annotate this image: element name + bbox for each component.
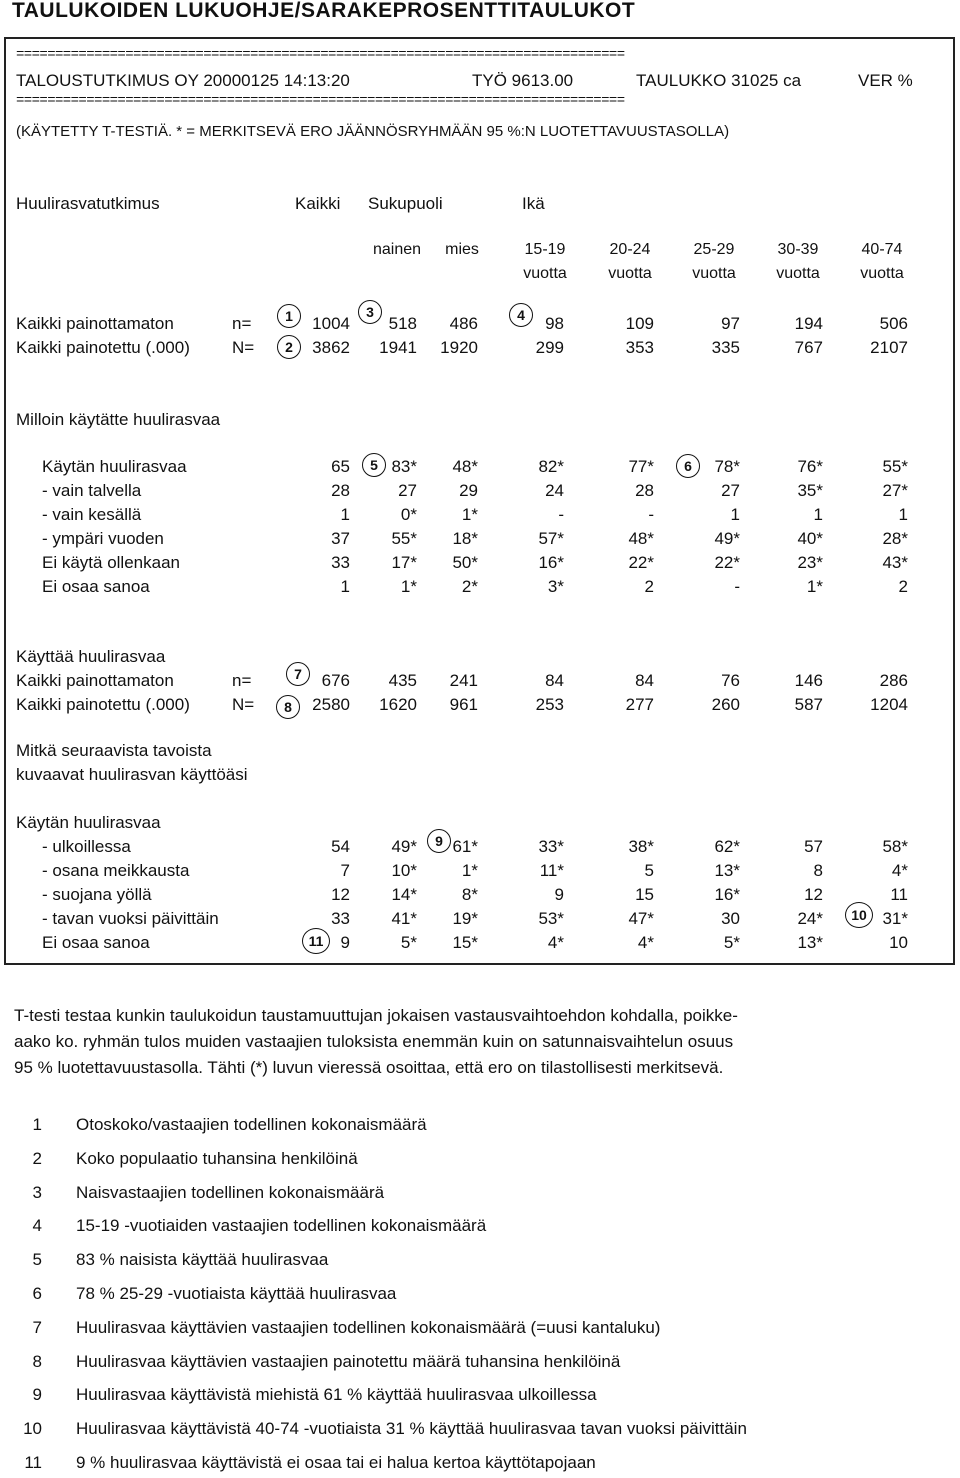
q1-row-label: - ympäri vuoden [42,529,164,548]
legend-number: 9 [32,1385,42,1405]
column-header-unit: vuotta [692,265,736,282]
q2-row-cell: 10 [889,933,908,952]
q1-row-cell: 1 [340,505,350,524]
column-header: 25-29 [693,241,735,258]
legend-number: 4 [32,1216,42,1236]
column-header-unit: vuotta [523,265,567,282]
q2-row-label: Ei osaa sanoa [42,933,150,952]
q2-row-cell: 14* [391,885,417,904]
legend-item [0,1353,960,1375]
q1-row-cell: 43* [882,553,908,572]
q1-row-cell: 3* [547,577,564,596]
q1-row-label: Ei osaa sanoa [42,577,150,596]
total-row-cell: 1004 [312,314,350,333]
q1-row-cell: 1 [730,505,740,524]
callout-marker: 10 [845,902,873,928]
q2-row-cell: 15 [635,885,654,904]
legend-number: 8 [32,1351,42,1371]
q2-row-cell: 10* [391,861,417,880]
legend-text: Huulirasvaa käyttävistä 40-74 -vuotiaista 31 % käyttää huulirasvaa tavan vuoksi päivittäin [76,1419,747,1439]
q1-row-cell: 28 [331,481,350,500]
q1-row-label: - vain kesällä [42,505,142,524]
q2-row-label: Käytän huulirasvaa [16,813,161,832]
column-header-unit: vuotta [608,265,652,282]
q1-row-cell: 0* [400,505,417,524]
base-2-row-symbol: N= [232,695,255,714]
q1-row-cell: 16* [538,553,564,572]
legend-text: Naisvastaajien todellinen kokonaismäärä [76,1182,385,1202]
total-row-cell: 194 [794,314,823,333]
base-2-row-cell: 286 [879,671,908,690]
q2-row-cell: 12 [804,885,823,904]
base-2-row-cell: 1620 [379,695,417,714]
q2-row-label: - tavan vuoksi päivittäin [42,909,219,928]
total-row-label: Kaikki painottamaton [16,314,174,333]
callout-marker: 7 [286,662,310,686]
q1-row-cell: 2* [461,577,478,596]
column-header: 30-39 [777,241,819,258]
base-2-row-label: Kaikki painotettu (.000) [16,695,190,714]
legend-text: 9 % huulirasvaa käyttävistä ei osaa tai ei halua kertoa käyttötapojaan [76,1453,596,1472]
column-group-age: Ikä [522,194,545,213]
total-row-cell: 109 [625,314,654,333]
q1-row-cell: 49* [714,529,740,548]
base-2-row-cell: 146 [794,671,823,690]
total-row-cell: 97 [721,314,740,333]
report-info-work: TYÖ 9613.00 [472,71,574,90]
q2-row-cell: 4* [891,861,908,880]
total-row-cell: 3862 [312,338,350,357]
report-info-table: TAULUKKO 31025 ca [636,71,802,90]
q1-row-cell: 17* [391,553,417,572]
q1-row-cell: 48* [628,529,654,548]
separator-line: ============================================================================== [16,93,625,109]
q1-row-cell: 27* [882,481,908,500]
q1-row-cell: 29 [459,481,478,500]
callout-marker: 11 [302,928,330,954]
legend-number: 10 [23,1419,42,1439]
legend-text: Huulirasvaa käyttävistä miehistä 61 % käyttää huulirasvaa ulkoillessa [76,1385,597,1405]
q1-row-cell: - [734,577,740,596]
callout-marker: 9 [427,829,451,853]
legend-text: 78 % 25-29 -vuotiaista käyttää huulirasvaa [76,1284,397,1303]
q1-row-cell: 35* [797,481,823,500]
legend-text: 83 % naisista käyttää huulirasvaa [76,1250,329,1270]
q2-row-cell: 31* [882,909,908,928]
page-title: TAULUKOIDEN LUKUOHJE/SARAKEPROSENTTITAULUKOT [12,0,636,22]
q2-row-cell: 8 [813,861,823,880]
total-row-cell: 353 [625,338,654,357]
legend-item [0,1150,960,1172]
q1-row-cell: 22* [714,553,740,572]
callout-marker: 2 [277,335,301,359]
q1-row-cell: 78* [714,457,740,476]
q2-row-cell: 9 [554,885,564,904]
ttest-note: (KÄYTETTY T-TESTIÄ. * = MERKITSEVÄ ERO JÄÄNNÖSRYHMÄÄN 95 %:N LUOTETTAVUUSTASOLLA) [16,123,730,140]
total-row-cell: 335 [711,338,740,357]
base-2-row-cell: 587 [794,695,823,714]
legend-number: 3 [32,1182,42,1202]
column-header-unit: vuotta [776,265,820,282]
total-row-cell: 767 [794,338,823,357]
q2-row-cell: 33* [538,837,564,856]
total-row-cell: 299 [535,338,564,357]
q1-row-cell: 57* [538,529,564,548]
base-2-row-cell: 2580 [312,695,350,714]
q2-row-cell: 33 [331,909,350,928]
column-group-all: Kaikki [295,194,341,213]
q1-row-cell: 76* [797,457,823,476]
base-2-row-cell: 1204 [870,695,908,714]
q2-row-label: - ulkoillessa [42,837,131,856]
q1-row-cell: 33 [331,553,350,572]
base-2-row-cell: 241 [449,671,478,690]
q2-row-cell: 41* [391,909,417,928]
q2-row-cell: 9 [340,933,350,952]
q2-row-cell: 57 [804,837,823,856]
separator-line: ============================================================================== [16,47,625,63]
q2-row-cell: 15* [452,933,478,952]
total-row-cell: 518 [388,314,417,333]
q1-row-label: Käytän huulirasvaa [42,457,187,476]
question-2-line-1: Mitkä seuraavista tavoista [16,741,212,760]
q2-row-cell: 38* [628,837,654,856]
q2-row-cell: 47* [628,909,654,928]
total-row-cell: 2107 [870,338,908,357]
q2-row-cell: 4* [637,933,654,952]
q2-row-cell: 19* [452,909,478,928]
q1-row-cell: 48* [452,457,478,476]
q1-row-cell: 1 [813,505,823,524]
base-2-row-cell: 260 [711,695,740,714]
q2-row-cell: 62* [714,837,740,856]
q2-row-cell: 24* [797,909,823,928]
column-group-gender: Sukupuoli [368,194,443,213]
q1-row-cell: 50* [452,553,478,572]
q2-row-cell: 4* [547,933,564,952]
q2-row-cell: 5* [400,933,417,952]
q1-row-cell: 55* [882,457,908,476]
legend-item [0,1319,960,1341]
column-header: 15-19 [524,241,566,258]
base-2-heading: Käyttää huulirasvaa [16,647,166,666]
q1-row-cell: 77* [628,457,654,476]
study-name: Huulirasvatutkimus [16,194,160,213]
legend-number: 5 [32,1250,42,1270]
legend-item [0,1420,960,1442]
q2-row-cell: 1* [461,861,478,880]
callout-marker: 4 [509,303,533,327]
legend-number: 1 [32,1115,42,1134]
q1-row-cell: 1 [340,577,350,596]
total-row-cell: 1920 [440,338,478,357]
q2-row-cell: 13* [797,933,823,952]
q1-row-cell: 27 [398,481,417,500]
base-2-row-cell: 253 [535,695,564,714]
legend-item [0,1116,960,1138]
q2-row-cell: 58* [882,837,908,856]
base-2-row-cell: 676 [321,671,350,690]
report-info-version: VER % [858,71,913,90]
legend-text: 15-19 -vuotiaiden vastaajien todellinen kokonaismäärä [76,1216,487,1236]
callout-marker: 8 [276,695,300,719]
legend-number: 7 [32,1317,42,1337]
q1-row-cell: - [558,505,564,524]
report-info-company: TALOUSTUTKIMUS OY 20000125 14:13:20 [16,71,350,90]
legend-text: Koko populaatio tuhansina henkilöinä [76,1148,358,1168]
q2-row-cell: 16* [714,885,740,904]
column-header-unit: vuotta [860,265,904,282]
legend-text: Huulirasvaa käyttävien vastaajien painotettu määrä tuhansina henkilöinä [76,1351,621,1371]
column-header: mies [445,241,479,258]
q1-row-cell: 2 [644,577,654,596]
column-header: 20-24 [609,241,651,258]
q1-row-cell: 27 [721,481,740,500]
q1-row-cell: 1* [461,505,478,524]
q2-row-cell: 49* [391,837,417,856]
q1-row-cell: 28* [882,529,908,548]
base-2-row-symbol: n= [232,671,252,690]
q1-row-cell: - [648,505,654,524]
q2-row-cell: 7 [340,861,350,880]
total-row-symbol: n= [232,314,252,333]
legend-item [0,1386,960,1408]
q2-row-cell: 8* [461,885,478,904]
total-row-cell: 506 [879,314,908,333]
q2-row-cell: 61* [452,837,478,856]
callout-marker: 1 [277,304,301,328]
q1-row-cell: 1 [898,505,908,524]
column-header: 40-74 [861,241,903,258]
q1-row-cell: 40* [797,529,823,548]
q2-row-cell: 5 [644,861,654,880]
q1-row-cell: 1* [400,577,417,596]
legend-item [0,1217,960,1239]
q2-row-cell: 5* [723,933,740,952]
q1-row-cell: 22* [628,553,654,572]
total-row-cell: 1941 [379,338,417,357]
q2-row-cell: 30 [721,909,740,928]
base-2-row-cell: 84 [635,671,654,690]
base-2-row-cell: 961 [449,695,478,714]
total-row-cell: 486 [449,314,478,333]
explanation-line: aako ko. ryhmän tulos muiden vastaajien tuloksista enemmän kuin on satunnaisvaihtelun osuus [14,1032,734,1051]
base-2-row-cell: 277 [625,695,654,714]
q2-row-cell: 13* [714,861,740,880]
legend-text: Huulirasvaa käyttävien vastaajien todellinen kokonaismäärä (=uusi kantaluku) [76,1317,661,1337]
callout-marker: 3 [358,300,382,324]
q1-row-cell: 83* [391,457,417,476]
q2-row-cell: 11 [890,885,908,904]
q1-row-cell: 37 [331,529,350,548]
q2-row-label: - suojana yöllä [42,885,152,904]
legend-number: 2 [32,1148,42,1168]
base-2-row-label: Kaikki painottamaton [16,671,174,690]
q1-row-cell: 23* [797,553,823,572]
legend-item [0,1285,960,1307]
explanation-line: 95 % luotettavuustasolla. Tähti (*) luvun vieressä osoittaa, että ero on tilastollisesti merkitsevä. [14,1058,724,1077]
q1-row-cell: 2 [898,577,908,596]
total-row-cell: 98 [545,314,564,333]
q2-row-cell: 11* [539,861,564,880]
base-2-row-cell: 76 [721,671,740,690]
legend-item [0,1184,960,1206]
question-2-line-2: kuvaavat huulirasvan käyttöäsi [16,765,248,784]
q1-row-cell: 1* [806,577,823,596]
explanation-line: T-testi testaa kunkin taulukoidun taustamuuttujan jokaisen vastausvaihtoehdon kohdalla, poikke- [14,1006,738,1025]
total-row-symbol: N= [232,338,255,357]
legend-item [0,1454,960,1476]
total-row-label: Kaikki painotettu (.000) [16,338,190,357]
callout-marker: 5 [362,453,386,477]
q2-row-cell: 12 [331,885,350,904]
legend-number: 6 [32,1284,42,1303]
legend-text: Otoskoko/vastaajien todellinen kokonaismäärä [76,1115,427,1134]
callout-marker: 6 [676,454,700,478]
q1-row-label: Ei käytä ollenkaan [42,553,180,572]
base-2-row-cell: 84 [545,671,564,690]
column-header: nainen [372,241,422,258]
q1-row-cell: 18* [452,529,478,548]
legend-item [0,1251,960,1273]
legend-number: 11 [24,1453,42,1472]
q1-row-cell: 65 [331,457,350,476]
q2-row-cell: 53* [538,909,564,928]
question-1: Milloin käytätte huulirasvaa [16,410,221,429]
base-2-row-cell: 435 [388,671,417,690]
q1-row-cell: 28 [635,481,654,500]
q1-row-cell: 24 [545,481,564,500]
q1-row-cell: 82* [538,457,564,476]
q1-row-label: - vain talvella [42,481,142,500]
q2-row-label: - osana meikkausta [42,861,190,880]
q2-row-cell: 54 [331,837,350,856]
q1-row-cell: 55* [391,529,417,548]
